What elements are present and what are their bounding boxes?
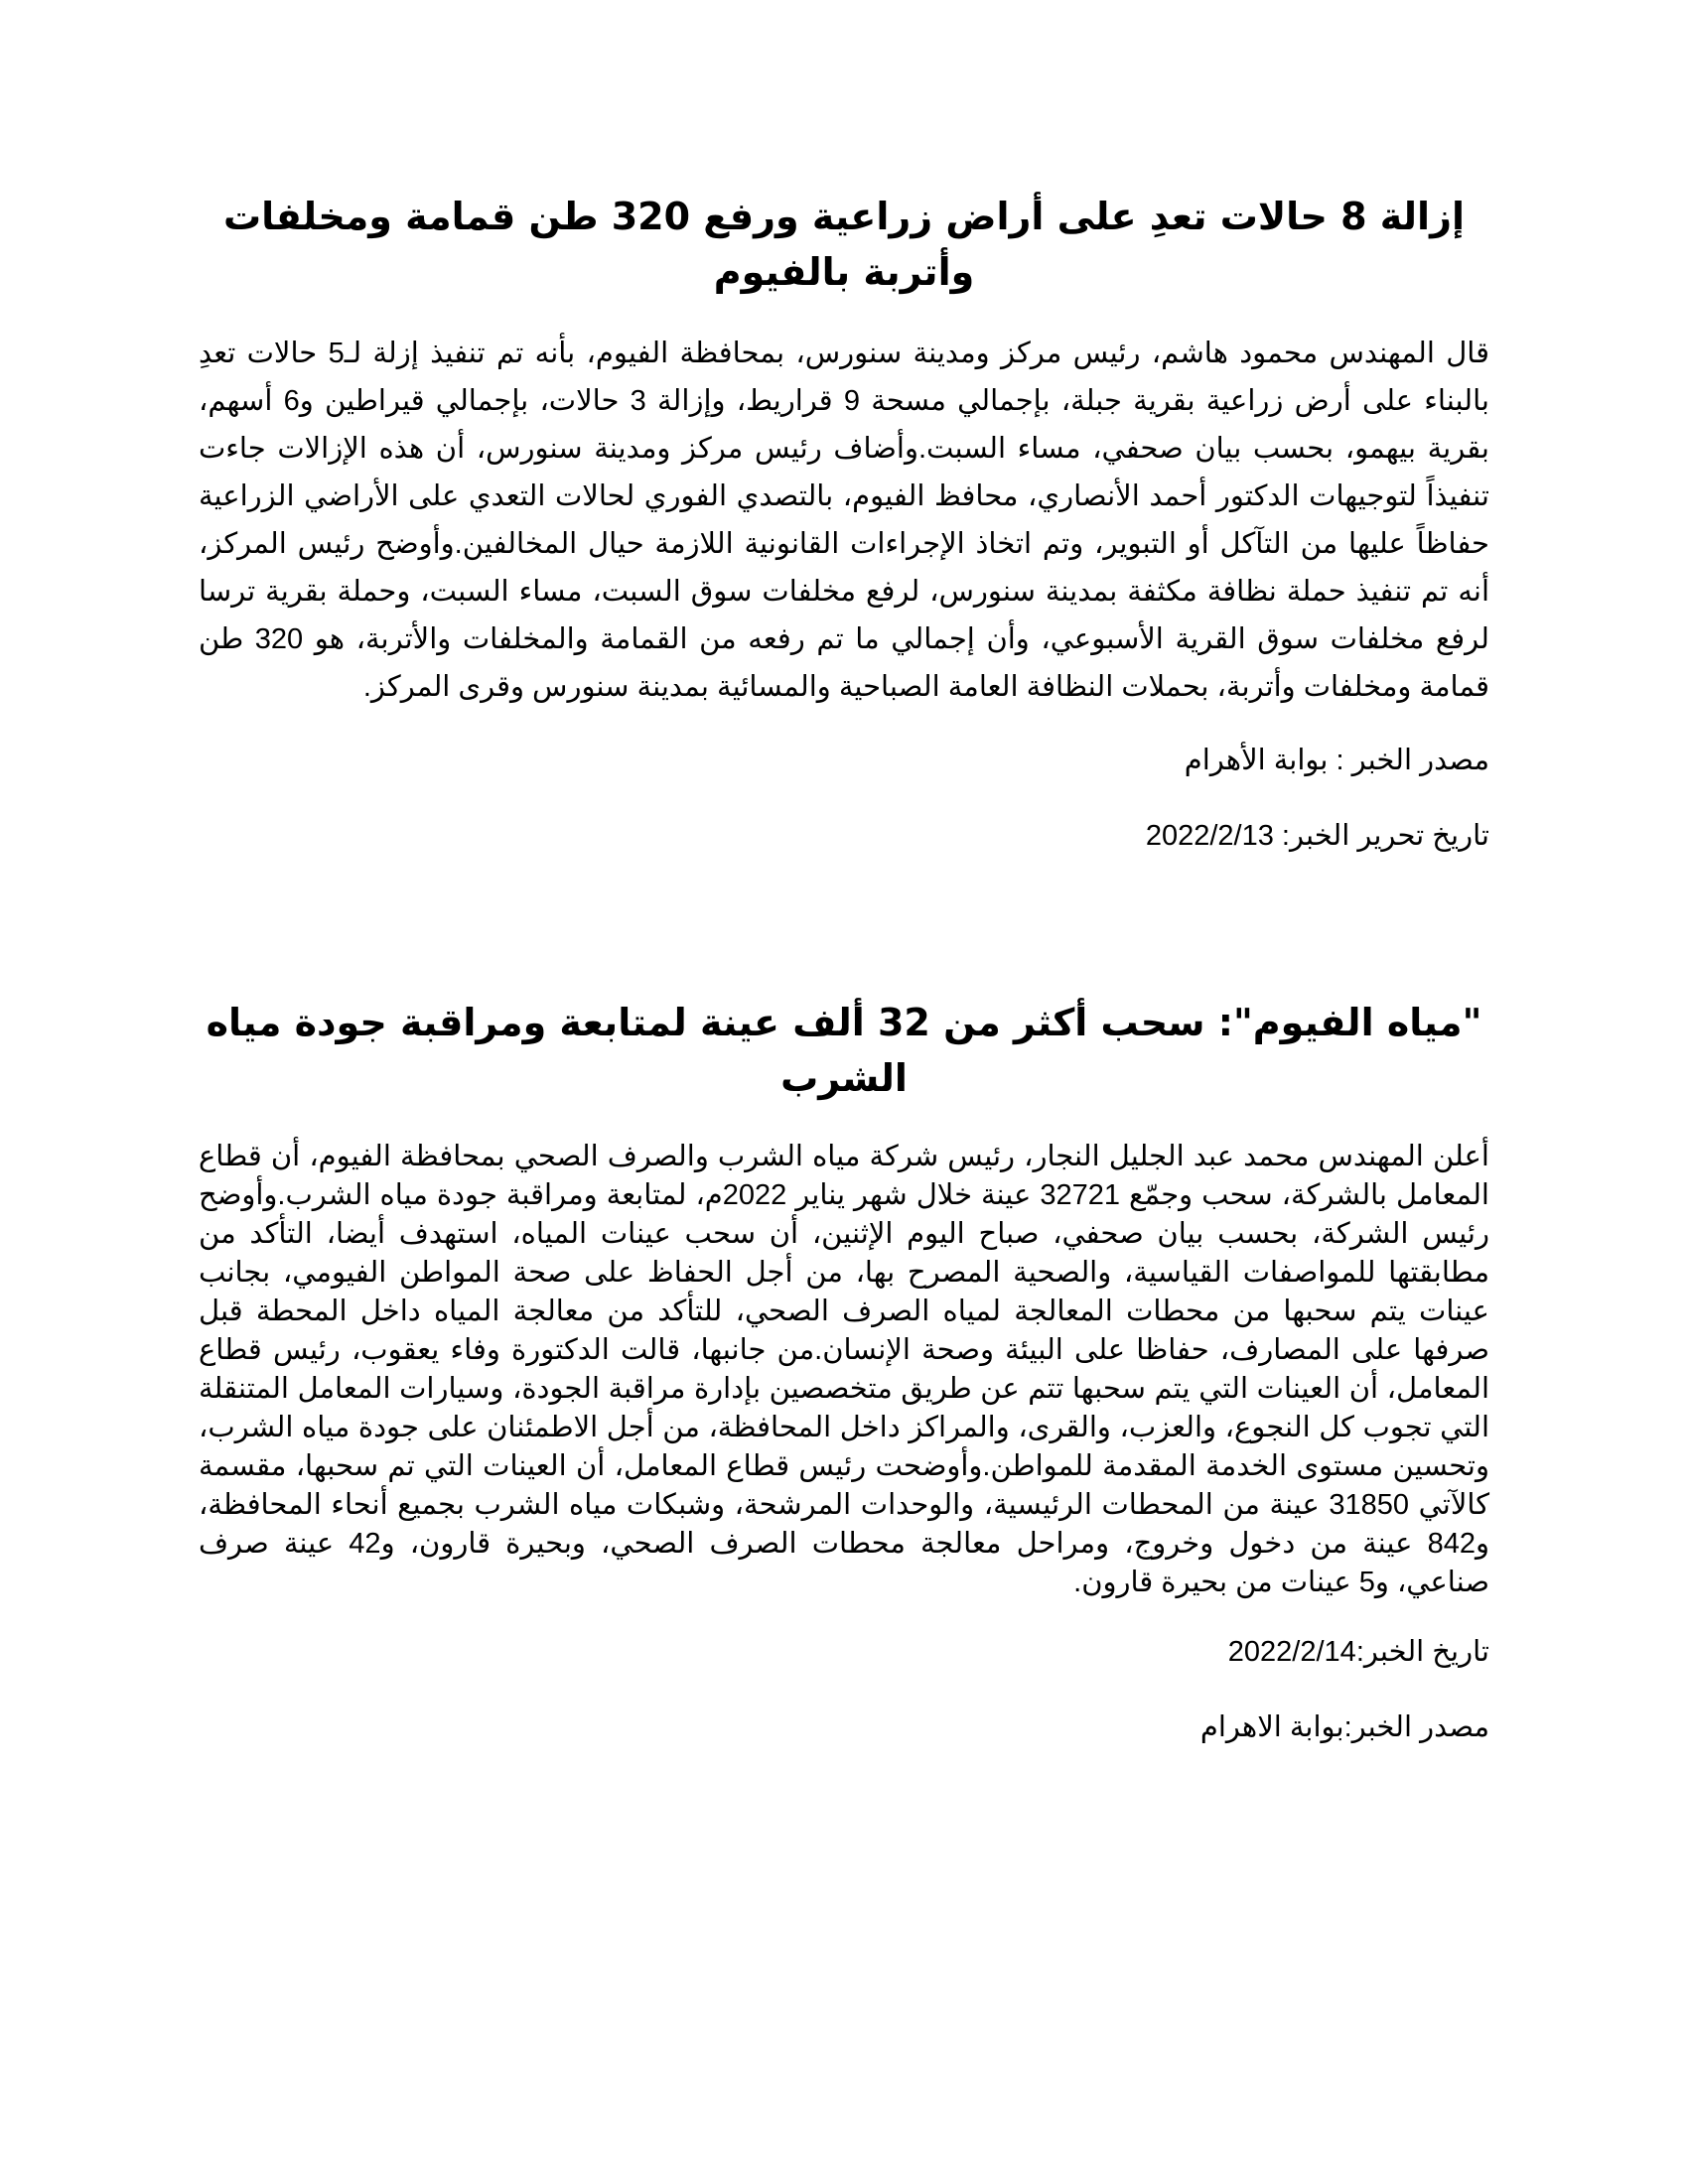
article-headline: إزالة 8 حالات تعدِ على أراض زراعية ورفع 320 طن قمامة ومخلفات وأتربة بالفيوم	[223, 195, 1465, 294]
document-page	[199, 189, 1489, 1747]
article-headline: "مياه الفيوم": سحب أكثر من 32 ألف عينة لمتابعة ومراقبة جودة مياه الشرب	[206, 1001, 1482, 1100]
article-date	[199, 816, 1489, 856]
source-label: مصدر الخبر :	[1328, 745, 1489, 776]
article-source	[199, 741, 1489, 780]
date-value: 2022/2/14	[1227, 1636, 1356, 1668]
article-source	[199, 1707, 1489, 1747]
date-label: تاريخ تحرير الخبر:	[1273, 820, 1489, 852]
news-article	[199, 189, 1489, 856]
source-label: مصدر الخبر:	[1343, 1711, 1489, 1743]
news-article	[199, 995, 1489, 1747]
date-label: تاريخ الخبر:	[1355, 1636, 1489, 1668]
article-body: قال المهندس محمود هاشم، رئيس مركز ومدينة سنورس، بمحافظة الفيوم، بأنه تم تنفيذ إزلة لـ5 حالات تعدِ بالبناء على أرض زراعية بقرية جبلة، بإجمالي مسحة 9 قراريط، وإزالة 3 حالات، بإجمالي قيراطين و6 أسهم، بقرية بيهمو، بحسب بيان صحفي، مساء السبت.وأضاف رئيس مركز ومدينة سنورس، أن هذه الإزالات جاءت تنفيذاً لتوجيهات الدكتور أحمد الأنصاري، محافظ الفيوم، بالتصدي الفوري لحالات التعدي على الأراضي الزراعية حفاظاً عليها من التآكل أو التبوير، وتم اتخاذ الإجراءات القانونية اللازمة حيال المخالفين.وأوضح رئيس المركز، أنه تم تنفيذ حملة نظافة مكثفة بمدينة سنورس، لرفع مخلفات سوق السبت، مساء السبت، وحملة بقرية ترسا لرفع مخلفات سوق القرية الأسبوعي، وأن إجمالي ما تم رفعه من القمامة والمخلفات والأتربة، هو 320 طن قمامة ومخلفات وأتربة، بحملات النظافة العامة الصباحية والمسائية بمدينة سنورس وقرى المركز.	[199, 338, 1490, 703]
article-body: أعلن المهندس محمد عبد الجليل النجار، رئيس شركة مياه الشرب والصرف الصحي بمحافظة الفيوم، أن قطاع المعامل بالشركة، سحب وجمّع 32721 عينة خلال شهر يناير 2022م، لمتابعة ومراقبة جودة مياه الشرب.وأوضح رئيس الشركة، بحسب بيان صحفي، صباح اليوم الإثنين، أن سحب عينات المياه، استهدف أيضا، التأكد من مطابقتها للمواصفات القياسية، والصحية المصرح بها، من أجل الحفاظ على صحة المواطن الفيومي، بجانب عينات يتم سحبها من محطات المعالجة لمياه الصرف الصحي، للتأكد من معالجة المياه داخل المحطة قبل صرفها على المصارف، حفاظا على البيئة وصحة الإنسان.من جانبها، قالت الدكتورة وفاء يعقوب، رئيس قطاع المعامل، أن العينات التي يتم سحبها تتم عن طريق متخصصين بإدارة مراقبة الجودة، وسيارات المعامل المتنقلة التي تجوب كل النجوع، والعزب، والقرى، والمراكز داخل المحافظة، من أجل الاطمئنان على جودة مياه الشرب، وتحسين مستوى الخدمة المقدمة للمواطن.وأوضحت رئيس قطاع المعامل، أن العينات التي تم سحبها، مقسمة كالآتي 31850 عينة من المحطات الرئيسية، والوحدات المرشحة، وشبكات مياه الشرب بجميع أنحاء المحافظة، و842 عينة من دخول وخروج، ومراحل معالجة محطات الصرف الصحي، وبحيرة قارون، و42 عينة صرف صناعي، و5 عينات من بحيرة قارون.	[199, 1141, 1490, 1598]
date-value: 2022/2/13	[1145, 820, 1274, 852]
source-value: بوابة الاهرام	[1199, 1711, 1344, 1743]
source-value: بوابة الأهرام	[1184, 745, 1329, 776]
article-date	[199, 1632, 1489, 1672]
